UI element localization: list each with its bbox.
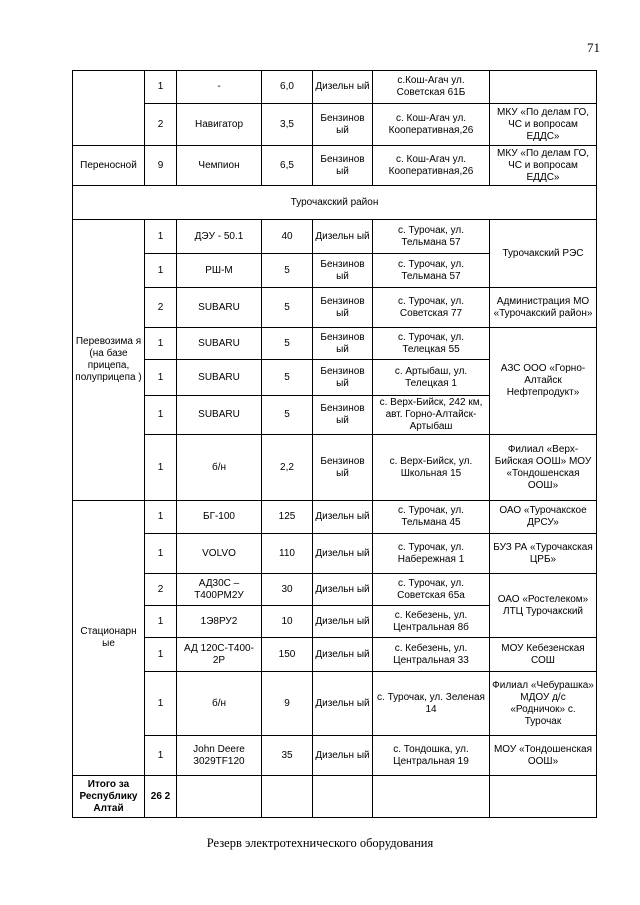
model-cell: VOLVO (177, 534, 262, 574)
location-cell: с. Верх-Бийск, 242 км, авт. Горно-Алтайск- Артыбаш (373, 396, 490, 435)
power-cell: 3,5 (262, 104, 313, 146)
power-cell: 5 (262, 360, 313, 396)
power-cell: 35 (262, 736, 313, 776)
fuel-cell: Бензинов ый (313, 435, 373, 501)
count-cell: 1 (145, 328, 177, 360)
section-caption: Резерв электротехнического оборудования (206, 836, 434, 850)
location-cell: с. Турочак, ул. Набережная 1 (373, 534, 490, 574)
empty-cell (177, 776, 262, 818)
owner-cell: Администрация МО «Турочакский район» (490, 288, 597, 328)
count-cell: 1 (145, 71, 177, 104)
owner-cell (490, 71, 597, 104)
count-cell: 1 (145, 220, 177, 254)
fuel-cell: Бензинов ый (313, 288, 373, 328)
count-cell: 2 (145, 288, 177, 328)
location-cell: с. Кош-Агач ул. Кооперативная,26 (373, 146, 490, 186)
power-cell: 6,5 (262, 146, 313, 186)
fuel-cell: Дизельн ый (313, 606, 373, 638)
fuel-cell: Дизельн ый (313, 71, 373, 104)
power-cell: 5 (262, 328, 313, 360)
fuel-cell: Дизельн ый (313, 501, 373, 534)
model-cell: 1Э8РУ2 (177, 606, 262, 638)
count-cell: 1 (145, 638, 177, 672)
model-cell: ДЭУ - 50.1 (177, 220, 262, 254)
table-row (73, 328, 597, 360)
model-cell: SUBARU (177, 360, 262, 396)
count-cell: 1 (145, 435, 177, 501)
count-cell: 2 (145, 104, 177, 146)
location-cell: с. Кебезень, ул. Центральная 8б (373, 606, 490, 638)
generators-table (72, 70, 597, 818)
count-cell: 2 (145, 574, 177, 606)
count-cell: 9 (145, 146, 177, 186)
model-cell: б/н (177, 435, 262, 501)
model-cell: РШ-М (177, 254, 262, 288)
count-cell: 1 (145, 606, 177, 638)
power-cell: 150 (262, 638, 313, 672)
empty-cell (313, 776, 373, 818)
location-cell: с. Турочак, ул. Советская 77 (373, 288, 490, 328)
fuel-cell: Дизельн ый (313, 534, 373, 574)
fuel-cell: Бензинов ый (313, 328, 373, 360)
count-cell: 1 (145, 501, 177, 534)
table-row (73, 71, 597, 104)
owner-cell: ОАО «Турочакское ДРСУ» (490, 501, 597, 534)
owner-cell: Филиал «Верх-Бийская ООШ» МОУ «Тондошенская ООШ» (490, 435, 597, 501)
fuel-cell: Дизельн ый (313, 574, 373, 606)
type-cell (73, 71, 145, 146)
location-cell: с. Артыбаш, ул. Телецкая 1 (373, 360, 490, 396)
fuel-cell: Бензинов ый (313, 104, 373, 146)
count-cell: 1 (145, 254, 177, 288)
page-number: 71 (587, 40, 600, 55)
location-cell: с. Турочак, ул. Телецкая 55 (373, 328, 490, 360)
table-row (73, 220, 597, 254)
fuel-cell: Бензинов ый (313, 146, 373, 186)
power-cell: 2,2 (262, 435, 313, 501)
total-label: Итого за Республику Алтай (73, 776, 145, 818)
location-cell: с. Кош-Агач ул. Кооперативная,26 (373, 104, 490, 146)
type-cell: Стационарн ые (73, 501, 145, 776)
fuel-cell: Бензинов ый (313, 254, 373, 288)
model-cell: Чемпион (177, 146, 262, 186)
empty-cell (262, 776, 313, 818)
owner-cell: МОУ Кебезенская СОШ (490, 638, 597, 672)
location-cell: с. Кебезень, ул. Центральная 33 (373, 638, 490, 672)
power-cell: 125 (262, 501, 313, 534)
location-cell: с.Кош-Агач ул. Советская 61Б (373, 71, 490, 104)
fuel-cell: Дизельн ый (313, 220, 373, 254)
type-cell: Переносной (73, 146, 145, 186)
table-row (73, 146, 597, 186)
model-cell: SUBARU (177, 396, 262, 435)
count-cell: 1 (145, 534, 177, 574)
table-row (73, 736, 597, 776)
table-row (73, 104, 597, 146)
total-row (73, 776, 597, 818)
location-cell: с. Тондошка, ул. Центральная 19 (373, 736, 490, 776)
power-cell: 110 (262, 534, 313, 574)
model-cell: SUBARU (177, 328, 262, 360)
fuel-cell: Дизельн ый (313, 672, 373, 736)
power-cell: 6,0 (262, 71, 313, 104)
location-cell: с. Турочак, ул. Зеленая 14 (373, 672, 490, 736)
district-header-row (73, 186, 597, 220)
power-cell: 5 (262, 254, 313, 288)
count-cell: 1 (145, 360, 177, 396)
district-header: Турочакский район (73, 186, 597, 220)
power-cell: 10 (262, 606, 313, 638)
fuel-cell: Дизельн ый (313, 736, 373, 776)
table-row (73, 574, 597, 606)
power-cell: 5 (262, 288, 313, 328)
table-row (73, 672, 597, 736)
owner-cell: МКУ «По делам ГО, ЧС и вопросам ЕДДС» (490, 146, 597, 186)
location-cell: с. Турочак, ул. Советская 65а (373, 574, 490, 606)
count-cell: 1 (145, 396, 177, 435)
owner-cell: АЗС ООО «Горно-Алтайск Нефтепродукт» (490, 328, 597, 435)
owner-cell: ОАО «Ростелеком» ЛТЦ Турочакский (490, 574, 597, 638)
power-cell: 30 (262, 574, 313, 606)
location-cell: с. Турочак, ул. Тельмана 45 (373, 501, 490, 534)
model-cell: Навигатор (177, 104, 262, 146)
model-cell: АД 120С-Т400-2Р (177, 638, 262, 672)
owner-cell: БУЗ РА «Турочакская ЦРБ» (490, 534, 597, 574)
power-cell: 5 (262, 396, 313, 435)
table-row (73, 288, 597, 328)
type-cell: Перевозима я (на базе прицепа, полуприцепа ) (73, 220, 145, 501)
model-cell: АД30С – Т400РМ2У (177, 574, 262, 606)
model-cell: John Deere 3029TF120 (177, 736, 262, 776)
empty-cell (373, 776, 490, 818)
power-cell: 40 (262, 220, 313, 254)
model-cell: БГ-100 (177, 501, 262, 534)
power-cell: 9 (262, 672, 313, 736)
fuel-cell: Бензинов ый (313, 360, 373, 396)
fuel-cell: Бензинов ый (313, 396, 373, 435)
model-cell: - (177, 71, 262, 104)
fuel-cell: Дизельн ый (313, 638, 373, 672)
table-row (73, 534, 597, 574)
location-cell: с. Турочак, ул. Тельмана 57 (373, 254, 490, 288)
count-cell: 1 (145, 736, 177, 776)
model-cell: SUBARU (177, 288, 262, 328)
owner-cell: Турочакский РЭС (490, 220, 597, 288)
total-count: 26 2 (145, 776, 177, 818)
count-cell: 1 (145, 672, 177, 736)
location-cell: с. Верх-Бийск, ул. Школьная 15 (373, 435, 490, 501)
empty-cell (490, 776, 597, 818)
location-cell: с. Турочак, ул. Тельмана 57 (373, 220, 490, 254)
owner-cell: МКУ «По делам ГО, ЧС и вопросам ЕДДС» (490, 104, 597, 146)
model-cell: б/н (177, 672, 262, 736)
owner-cell: МОУ «Тондошенская ООШ» (490, 736, 597, 776)
table-row (73, 638, 597, 672)
table-row (73, 501, 597, 534)
table-row (73, 435, 597, 501)
owner-cell: Филиал «Чебурашка» МДОУ д/с «Родничок» с. Турочак (490, 672, 597, 736)
